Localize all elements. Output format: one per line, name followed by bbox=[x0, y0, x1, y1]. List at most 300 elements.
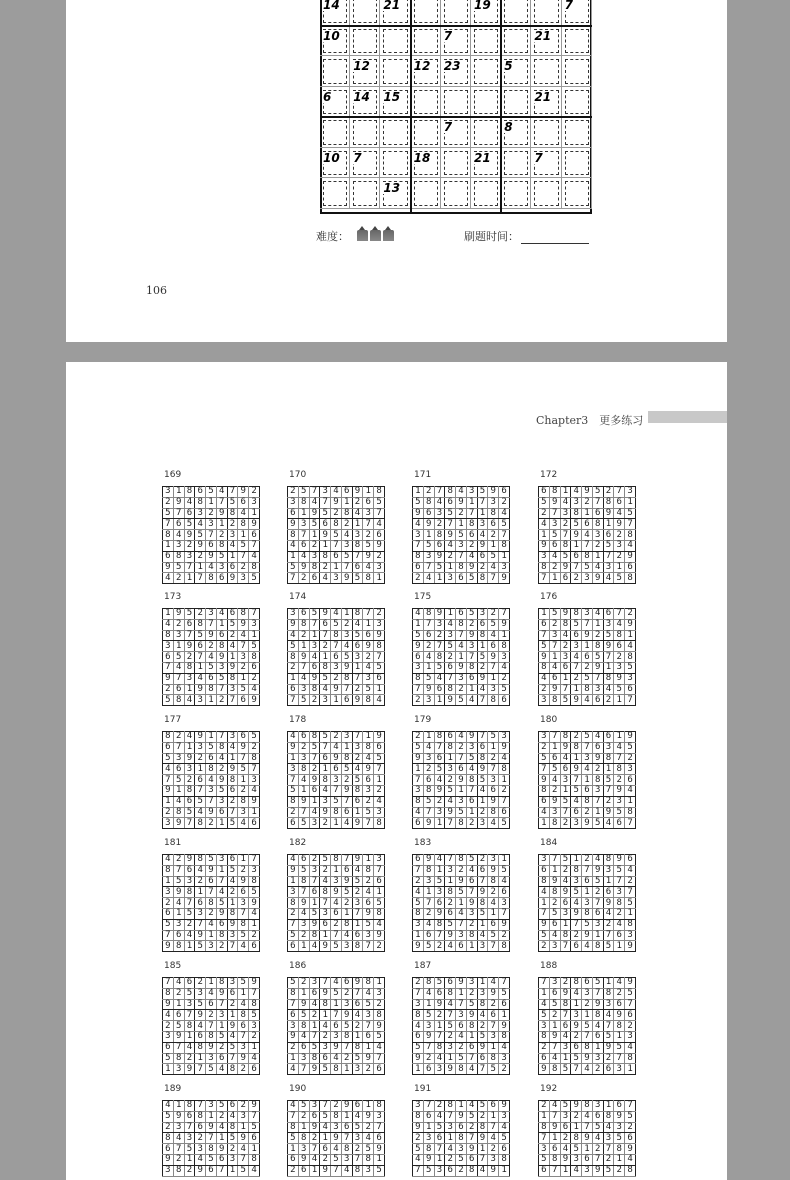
solution-cell: 8 bbox=[549, 1064, 560, 1075]
time-label: 刷题时间： bbox=[464, 230, 519, 243]
solution-cell: 4 bbox=[363, 887, 374, 898]
solution-cell: 9 bbox=[560, 988, 571, 999]
solution-cell: 1 bbox=[320, 930, 331, 941]
solution-cell: 7 bbox=[184, 562, 195, 573]
solution-cell: 3 bbox=[163, 887, 174, 898]
solution-cell: 3 bbox=[363, 1010, 374, 1021]
solution-cell: 8 bbox=[582, 1042, 593, 1053]
solution-cell: 8 bbox=[582, 551, 593, 562]
solution-cell: 1 bbox=[625, 497, 636, 508]
solution-cell: 6 bbox=[331, 551, 342, 562]
solution-cell: 4 bbox=[249, 785, 260, 796]
solution-cell: 7 bbox=[173, 1042, 184, 1053]
solution-cell: 1 bbox=[434, 573, 445, 584]
solution-cell: 6 bbox=[227, 855, 238, 866]
solution-cell: 6 bbox=[341, 1122, 352, 1133]
solution-cell: 3 bbox=[625, 487, 636, 498]
solution-cell: 2 bbox=[298, 930, 309, 941]
solution-cell: 5 bbox=[434, 562, 445, 573]
solution-cell: 1 bbox=[488, 540, 499, 551]
solution-cell: 4 bbox=[206, 775, 217, 786]
solution-cell: 2 bbox=[549, 785, 560, 796]
solution-cell: 8 bbox=[352, 1165, 363, 1176]
solution-cell: 3 bbox=[434, 1064, 445, 1075]
solution-cell: 2 bbox=[614, 775, 625, 786]
solution-cell: 5 bbox=[456, 887, 467, 898]
solution-cell: 8 bbox=[477, 630, 488, 641]
solution-number: 181 bbox=[164, 838, 182, 848]
solution-cell: 2 bbox=[320, 865, 331, 876]
solution-cell: 7 bbox=[288, 775, 299, 786]
solution-cell: 4 bbox=[206, 919, 217, 930]
solution-cell: 6 bbox=[309, 1111, 320, 1122]
solution-cell: 5 bbox=[539, 753, 550, 764]
solution-cell: 1 bbox=[549, 1133, 560, 1144]
solution-cell: 8 bbox=[456, 855, 467, 866]
pencil-icon bbox=[370, 230, 381, 241]
solution-cell: 5 bbox=[603, 540, 614, 551]
solution-cell: 1 bbox=[184, 573, 195, 584]
solution-cell: 9 bbox=[173, 497, 184, 508]
solution-cell: 5 bbox=[363, 540, 374, 551]
solution-cell: 4 bbox=[488, 818, 499, 829]
cage-outline bbox=[534, 59, 558, 84]
solution-cell: 1 bbox=[499, 1010, 510, 1021]
solution-cell: 5 bbox=[363, 1144, 374, 1155]
solution-cell: 1 bbox=[288, 1053, 299, 1064]
solution-cell: 1 bbox=[163, 796, 174, 807]
solution-cell: 7 bbox=[625, 887, 636, 898]
solution-cell: 4 bbox=[216, 1122, 227, 1133]
solution-cell: 1 bbox=[560, 1053, 571, 1064]
solution-cell: 2 bbox=[298, 742, 309, 753]
solution-cell: 6 bbox=[320, 753, 331, 764]
solution-cell: 9 bbox=[614, 1010, 625, 1021]
solution-cell: 5 bbox=[298, 1010, 309, 1021]
solution-cell: 7 bbox=[216, 497, 227, 508]
solution-cell: 8 bbox=[477, 999, 488, 1010]
solution-cell: 5 bbox=[445, 1021, 456, 1032]
solution-cell: 9 bbox=[423, 519, 434, 530]
pencil-icon bbox=[357, 230, 368, 241]
solution-cell: 2 bbox=[227, 887, 238, 898]
solution-cell: 4 bbox=[488, 630, 499, 641]
solution-grid bbox=[538, 1100, 636, 1177]
solution-cell: 4 bbox=[603, 684, 614, 695]
solution-cell: 2 bbox=[614, 652, 625, 663]
solution-cell: 5 bbox=[331, 619, 342, 630]
solution-cell: 8 bbox=[341, 753, 352, 764]
solution-cell: 4 bbox=[331, 1144, 342, 1155]
solution-cell: 5 bbox=[331, 941, 342, 952]
solution-cell: 4 bbox=[363, 1133, 374, 1144]
solution-cell: 3 bbox=[603, 742, 614, 753]
solution-cell: 7 bbox=[341, 855, 352, 866]
solution-cell: 1 bbox=[206, 732, 217, 743]
solution-cell: 1 bbox=[560, 1165, 571, 1176]
solution-cell: 7 bbox=[582, 619, 593, 630]
solution-cell: 6 bbox=[184, 1111, 195, 1122]
solution-cell: 7 bbox=[173, 508, 184, 519]
solution-cell: 4 bbox=[309, 807, 320, 818]
solution-cell: 5 bbox=[582, 562, 593, 573]
solution-cell: 5 bbox=[592, 978, 603, 989]
solution-cell: 2 bbox=[560, 818, 571, 829]
solution-cell: 9 bbox=[592, 662, 603, 673]
solution-number: 192 bbox=[540, 1084, 558, 1094]
solution-cell: 6 bbox=[363, 630, 374, 641]
solution-grid bbox=[412, 854, 510, 952]
solution-cell: 4 bbox=[216, 1064, 227, 1075]
solution-cell: 5 bbox=[195, 796, 206, 807]
solution-cell: 2 bbox=[298, 978, 309, 989]
solution-cell: 5 bbox=[374, 1031, 385, 1042]
solution-cell: 4 bbox=[592, 609, 603, 620]
solution-cell: 5 bbox=[477, 652, 488, 663]
solution-cell: 3 bbox=[227, 530, 238, 541]
solution-cell: 3 bbox=[352, 898, 363, 909]
solution-cell: 5 bbox=[413, 630, 424, 641]
solution-cell: 1 bbox=[184, 941, 195, 952]
solution-cell: 4 bbox=[466, 865, 477, 876]
solution-cell: 5 bbox=[298, 487, 309, 498]
solution-cell: 7 bbox=[477, 876, 488, 887]
solution-cell: 2 bbox=[582, 662, 593, 673]
solution-cell: 1 bbox=[614, 732, 625, 743]
solution-cell: 5 bbox=[423, 673, 434, 684]
solution-cell: 6 bbox=[560, 573, 571, 584]
solution-cell: 2 bbox=[309, 855, 320, 866]
solution-cell: 6 bbox=[288, 508, 299, 519]
solution-cell: 6 bbox=[216, 1053, 227, 1064]
solution-grid bbox=[412, 608, 510, 706]
solution-cell: 8 bbox=[499, 1031, 510, 1042]
solution-cell: 1 bbox=[216, 1021, 227, 1032]
solution-cell: 8 bbox=[571, 1133, 582, 1144]
solution-cell: 1 bbox=[582, 508, 593, 519]
solution-cell: 6 bbox=[288, 818, 299, 829]
solution-cell: 4 bbox=[249, 1053, 260, 1064]
solution-cell: 9 bbox=[227, 1021, 238, 1032]
solution-cell: 6 bbox=[445, 908, 456, 919]
killer-sudoku-grid bbox=[320, 0, 592, 214]
solution-cell: 9 bbox=[309, 1122, 320, 1133]
solution-cell: 6 bbox=[173, 930, 184, 941]
solution-cell: 7 bbox=[582, 865, 593, 876]
solution-cell: 1 bbox=[363, 487, 374, 498]
solution-cell: 9 bbox=[499, 619, 510, 630]
solution-cell: 1 bbox=[173, 999, 184, 1010]
solution-cell: 4 bbox=[625, 785, 636, 796]
solution-cell: 9 bbox=[216, 775, 227, 786]
solution-cell: 6 bbox=[582, 519, 593, 530]
solution-cell: 6 bbox=[539, 1053, 550, 1064]
solution-cell: 7 bbox=[603, 1021, 614, 1032]
solution-cell: 4 bbox=[477, 785, 488, 796]
solution-cell: 1 bbox=[582, 887, 593, 898]
solution-cell: 3 bbox=[320, 908, 331, 919]
solution-cell: 3 bbox=[352, 1064, 363, 1075]
solution-cell: 7 bbox=[298, 662, 309, 673]
solution-cell: 5 bbox=[456, 807, 467, 818]
cage-sum: 6 bbox=[323, 89, 332, 104]
solution-cell: 6 bbox=[466, 1042, 477, 1053]
solution-cell: 5 bbox=[423, 796, 434, 807]
solution-cell: 9 bbox=[363, 908, 374, 919]
solution-cell: 4 bbox=[423, 573, 434, 584]
solution-cell: 6 bbox=[571, 807, 582, 818]
solution-cell: 5 bbox=[227, 1042, 238, 1053]
solution-cell: 5 bbox=[195, 999, 206, 1010]
solution-cell: 1 bbox=[466, 941, 477, 952]
book-page-106 bbox=[66, 0, 727, 342]
solution-cell: 7 bbox=[216, 1165, 227, 1176]
solution-cell: 3 bbox=[445, 865, 456, 876]
solution-cell: 5 bbox=[206, 1154, 217, 1165]
solution-cell: 8 bbox=[560, 619, 571, 630]
solution-cell: 5 bbox=[582, 1021, 593, 1032]
solution-cell: 5 bbox=[238, 978, 249, 989]
solution-cell: 2 bbox=[625, 1122, 636, 1133]
solution-cell: 2 bbox=[445, 775, 456, 786]
solution-cell: 8 bbox=[603, 855, 614, 866]
solution-cell: 1 bbox=[434, 1154, 445, 1165]
solution-cell: 6 bbox=[341, 865, 352, 876]
solution-cell: 4 bbox=[331, 978, 342, 989]
solution-cell: 5 bbox=[539, 930, 550, 941]
solution-cell: 7 bbox=[320, 898, 331, 909]
solution-cell: 6 bbox=[309, 573, 320, 584]
cage-outline bbox=[444, 90, 468, 115]
solution-cell: 3 bbox=[488, 1154, 499, 1165]
solution-cell: 1 bbox=[445, 562, 456, 573]
solution-number: 189 bbox=[164, 1084, 182, 1094]
solution-cell: 2 bbox=[298, 630, 309, 641]
solution-cell: 8 bbox=[499, 1154, 510, 1165]
solution-cell: 7 bbox=[413, 684, 424, 695]
solution-cell: 2 bbox=[184, 540, 195, 551]
solution-cell: 9 bbox=[309, 508, 320, 519]
solution-cell: 5 bbox=[539, 641, 550, 652]
solution-cell: 5 bbox=[173, 562, 184, 573]
solution-cell: 5 bbox=[320, 673, 331, 684]
solution-cell: 8 bbox=[477, 753, 488, 764]
solution-cell: 7 bbox=[445, 1010, 456, 1021]
solution-cell: 7 bbox=[614, 487, 625, 498]
solution-cell: 5 bbox=[614, 573, 625, 584]
solution-cell: 1 bbox=[413, 1064, 424, 1075]
solution-cell: 2 bbox=[331, 673, 342, 684]
solution-cell: 4 bbox=[238, 1144, 249, 1155]
solution-cell: 3 bbox=[195, 742, 206, 753]
solution-cell: 1 bbox=[163, 876, 174, 887]
solution-cell: 6 bbox=[184, 978, 195, 989]
solution-cell: 4 bbox=[163, 1101, 174, 1112]
solution-cell: 4 bbox=[195, 1021, 206, 1032]
cage-sum: 15 bbox=[383, 89, 401, 104]
solution-cell: 8 bbox=[625, 919, 636, 930]
solution-cell: 2 bbox=[249, 1031, 260, 1042]
solution-cell: 4 bbox=[374, 1042, 385, 1053]
solution-cell: 8 bbox=[374, 818, 385, 829]
solution-cell: 4 bbox=[341, 930, 352, 941]
cage-outline bbox=[504, 29, 528, 54]
solution-cell: 8 bbox=[603, 753, 614, 764]
solution-cell: 8 bbox=[466, 1165, 477, 1176]
solution-cell: 1 bbox=[549, 742, 560, 753]
solution-cell: 1 bbox=[227, 1165, 238, 1176]
solution-cell: 8 bbox=[614, 1144, 625, 1155]
solution-cell: 9 bbox=[434, 999, 445, 1010]
solution-cell: 2 bbox=[331, 919, 342, 930]
solution-number: 185 bbox=[164, 961, 182, 971]
solution-cell: 3 bbox=[571, 497, 582, 508]
solution-cell: 7 bbox=[352, 673, 363, 684]
solution-cell: 7 bbox=[625, 1101, 636, 1112]
solution-cell: 7 bbox=[288, 573, 299, 584]
solution-cell: 8 bbox=[173, 551, 184, 562]
solution-cell: 8 bbox=[206, 764, 217, 775]
solution-cell: 8 bbox=[309, 684, 320, 695]
solution-cell: 1 bbox=[499, 630, 510, 641]
solution-cell: 1 bbox=[582, 1010, 593, 1021]
solution-cell: 3 bbox=[249, 1021, 260, 1032]
solution-cell: 4 bbox=[195, 1154, 206, 1165]
solution-cell: 1 bbox=[309, 1021, 320, 1032]
solution-cell: 3 bbox=[445, 573, 456, 584]
solution-cell: 3 bbox=[434, 508, 445, 519]
solution-cell: 8 bbox=[173, 941, 184, 952]
solution-cell: 5 bbox=[216, 785, 227, 796]
solution-cell: 5 bbox=[434, 662, 445, 673]
solution-cell: 7 bbox=[216, 999, 227, 1010]
solution-cell: 1 bbox=[363, 855, 374, 866]
solution-cell: 1 bbox=[216, 865, 227, 876]
solution-cell: 8 bbox=[195, 1111, 206, 1122]
solution-cell: 4 bbox=[466, 764, 477, 775]
solution-cell: 1 bbox=[288, 1144, 299, 1155]
solution-cell: 9 bbox=[216, 652, 227, 663]
solution-cell: 1 bbox=[309, 796, 320, 807]
solution-cell: 9 bbox=[352, 818, 363, 829]
solution-cell: 3 bbox=[341, 1154, 352, 1165]
solution-cell: 1 bbox=[206, 1111, 217, 1122]
solution-cell: 3 bbox=[571, 641, 582, 652]
solution-cell: 4 bbox=[216, 753, 227, 764]
solution-cell: 6 bbox=[288, 1010, 299, 1021]
solution-cell: 9 bbox=[227, 662, 238, 673]
solution-cell: 2 bbox=[477, 855, 488, 866]
solution-cell: 5 bbox=[288, 978, 299, 989]
solution-cell: 2 bbox=[352, 1021, 363, 1032]
solution-cell: 5 bbox=[560, 551, 571, 562]
solution-cell: 8 bbox=[288, 988, 299, 999]
solution-cell: 1 bbox=[206, 497, 217, 508]
solution-cell: 8 bbox=[571, 742, 582, 753]
solution-cell: 1 bbox=[434, 695, 445, 706]
solution-cell: 6 bbox=[614, 818, 625, 829]
solution-cell: 2 bbox=[195, 609, 206, 620]
solution-cell: 5 bbox=[352, 1122, 363, 1133]
cage-outline bbox=[565, 151, 589, 176]
solution-cell: 5 bbox=[206, 855, 217, 866]
solution-cell: 6 bbox=[539, 487, 550, 498]
solution-cell: 5 bbox=[352, 573, 363, 584]
solution-cell: 3 bbox=[195, 508, 206, 519]
solution-cell: 5 bbox=[603, 941, 614, 952]
solution-cell: 2 bbox=[625, 753, 636, 764]
solution-cell: 7 bbox=[309, 876, 320, 887]
solution-number: 180 bbox=[540, 715, 558, 725]
solution-cell: 9 bbox=[184, 855, 195, 866]
cage-outline bbox=[474, 90, 498, 115]
solution-cell: 4 bbox=[227, 641, 238, 652]
solution-number: 179 bbox=[414, 715, 432, 725]
solution-cell: 1 bbox=[352, 662, 363, 673]
solution-cell: 5 bbox=[341, 652, 352, 663]
solution-cell: 9 bbox=[288, 1031, 299, 1042]
solution-cell: 3 bbox=[184, 673, 195, 684]
solution-cell: 4 bbox=[206, 652, 217, 663]
solution-cell: 7 bbox=[456, 919, 467, 930]
solution-cell: 5 bbox=[195, 630, 206, 641]
solution-cell: 1 bbox=[352, 1031, 363, 1042]
cage-sum: 12 bbox=[413, 59, 431, 73]
solution-cell: 8 bbox=[539, 662, 550, 673]
solution-cell: 6 bbox=[238, 695, 249, 706]
solution-cell: 3 bbox=[238, 1042, 249, 1053]
solution-cell: 2 bbox=[173, 1154, 184, 1165]
solution-cell: 7 bbox=[539, 978, 550, 989]
solution-cell: 5 bbox=[434, 1122, 445, 1133]
solution-cell: 4 bbox=[549, 775, 560, 786]
solution-cell: 3 bbox=[499, 1053, 510, 1064]
solution-cell: 9 bbox=[603, 807, 614, 818]
solution-cell: 6 bbox=[216, 919, 227, 930]
solution-cell: 2 bbox=[352, 887, 363, 898]
solution-cell: 3 bbox=[603, 865, 614, 876]
solution-cell: 4 bbox=[614, 619, 625, 630]
solution-cell: 2 bbox=[288, 1042, 299, 1053]
solution-cell: 3 bbox=[488, 684, 499, 695]
solution-cell: 2 bbox=[560, 641, 571, 652]
cage-outline bbox=[565, 59, 589, 84]
solution-cell: 7 bbox=[309, 1144, 320, 1155]
solution-cell: 3 bbox=[571, 876, 582, 887]
solution-cell: 1 bbox=[592, 930, 603, 941]
solution-cell: 1 bbox=[195, 887, 206, 898]
solution-cell: 8 bbox=[352, 1042, 363, 1053]
solution-cell: 5 bbox=[163, 508, 174, 519]
solution-cell: 8 bbox=[227, 908, 238, 919]
solution-cell: 1 bbox=[603, 764, 614, 775]
solution-cell: 4 bbox=[571, 898, 582, 909]
solution-cell: 8 bbox=[445, 487, 456, 498]
solution-cell: 7 bbox=[571, 919, 582, 930]
solution-cell: 4 bbox=[625, 1154, 636, 1165]
solution-cell: 1 bbox=[456, 898, 467, 909]
solution-cell: 8 bbox=[184, 1021, 195, 1032]
solution-cell: 2 bbox=[571, 573, 582, 584]
solution-cell: 7 bbox=[488, 1021, 499, 1032]
solution-cell: 8 bbox=[374, 1101, 385, 1112]
solution-cell: 2 bbox=[423, 764, 434, 775]
solution-cell: 3 bbox=[477, 988, 488, 999]
solution-cell: 6 bbox=[445, 732, 456, 743]
solution-cell: 5 bbox=[466, 999, 477, 1010]
solution-cell: 2 bbox=[298, 1111, 309, 1122]
solution-cell: 6 bbox=[320, 919, 331, 930]
